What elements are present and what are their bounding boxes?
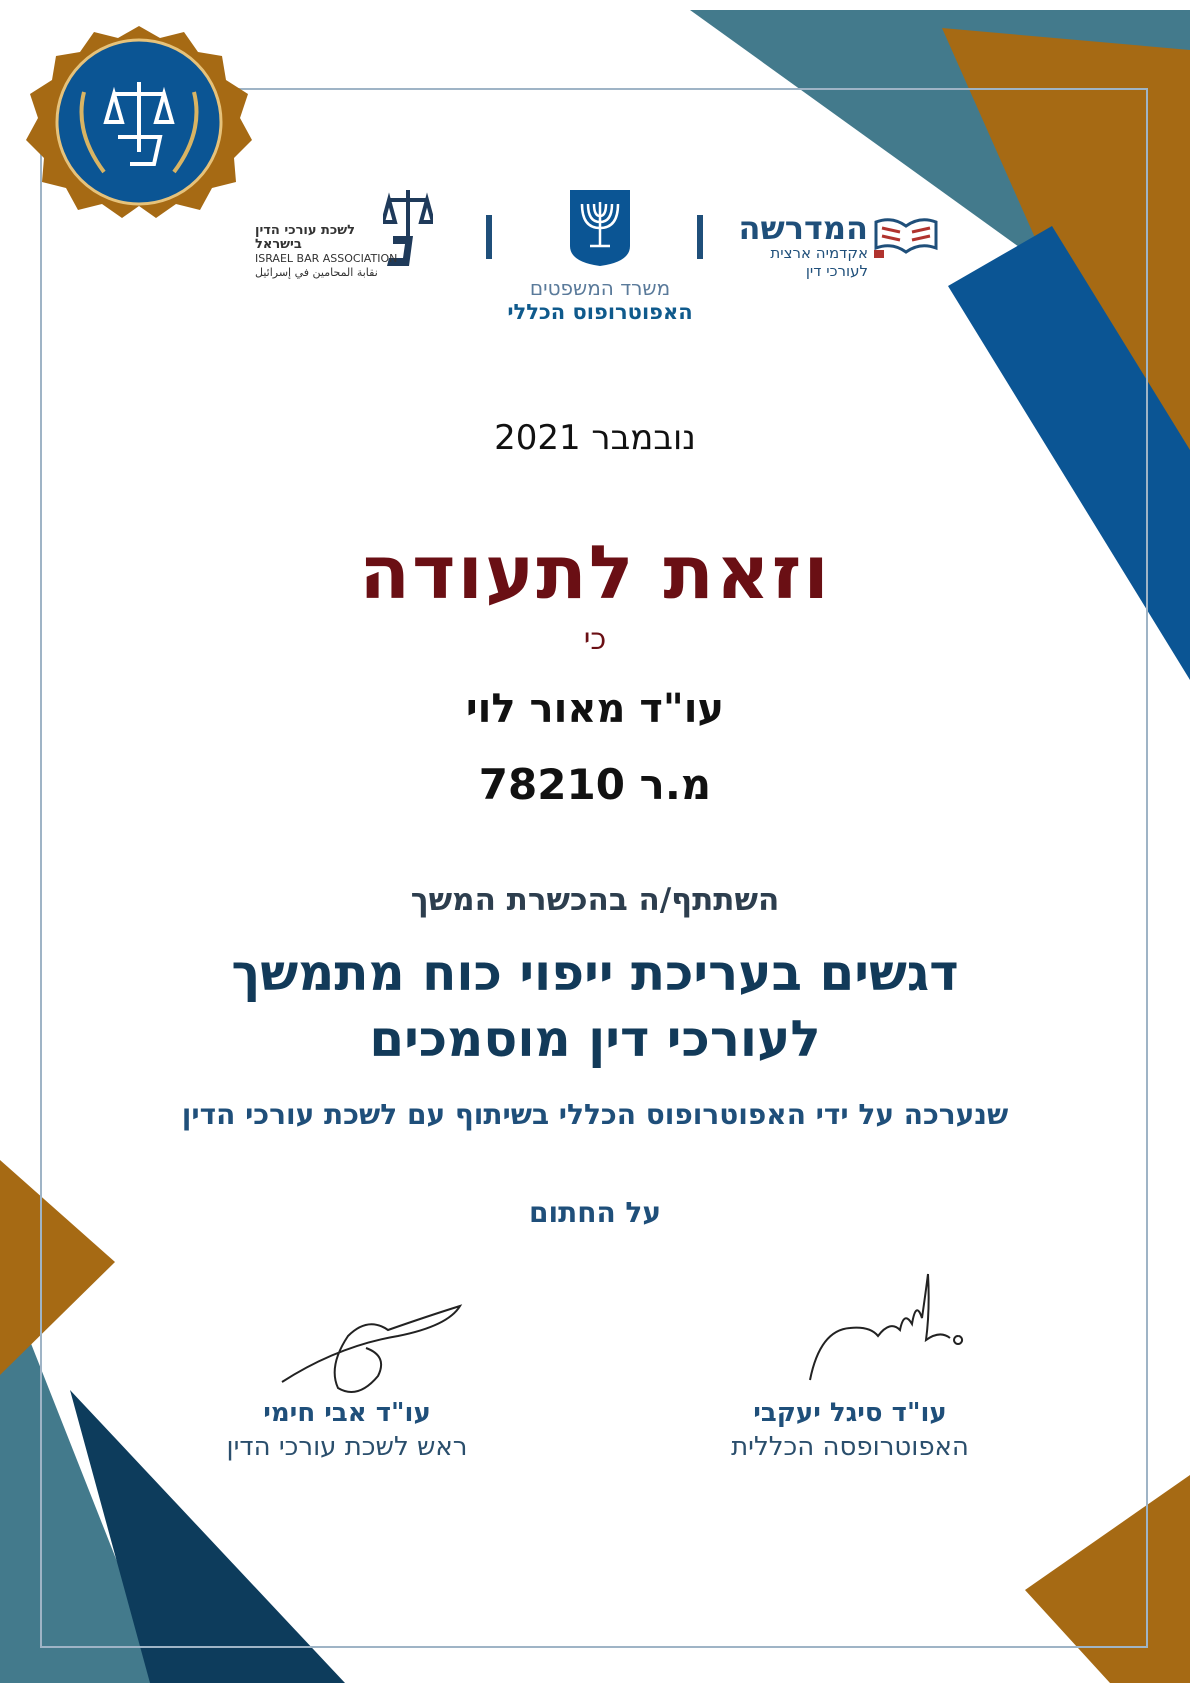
signatory-role: ראש לשכת עורכי הדין xyxy=(226,1432,468,1462)
certificate-ki: כי xyxy=(583,622,607,657)
license-number: מ.ר 78210 xyxy=(478,760,712,809)
open-book-icon xyxy=(874,214,938,258)
signature-sigal-yaakobi xyxy=(800,1270,980,1390)
recipient-name: עו"ד מאור לוי xyxy=(465,686,725,732)
bar-association-hebrew: לשכת עורכי הדין בישראל xyxy=(255,223,356,252)
menorah-emblem-icon xyxy=(566,188,634,268)
signatory-general-custodian xyxy=(700,1398,1000,1462)
certificate-title: וזאת לתעודה xyxy=(359,530,831,616)
signature-avi-himi xyxy=(278,1296,478,1406)
participation-line: השתתף/ה בהכשרת המשך xyxy=(410,882,780,918)
bar-association-english: ISRAEL BAR ASSOCIATION xyxy=(255,252,398,265)
signatory-role: האפוטרופסה הכללית xyxy=(731,1432,969,1462)
course-title-line-2: לעורכי דין מוסמכים xyxy=(369,1010,821,1068)
general-custodian-name: האפוטרופוס הכללי xyxy=(507,300,693,324)
signed-heading: על החתום xyxy=(528,1196,662,1229)
signatory-name: עו"ד אבי חימי xyxy=(263,1398,431,1428)
bar-association-arabic: نقابة المحامين في إسرائيل xyxy=(255,266,378,279)
ministry-name: משרד המשפטים xyxy=(529,276,671,300)
midrasha-logo xyxy=(738,209,938,280)
logo-separator-right xyxy=(697,215,703,259)
midrasha-subtitle: אקדמיה ארצית לעורכי דין xyxy=(770,244,868,280)
course-title xyxy=(0,940,1190,1072)
bar-association-logo xyxy=(255,186,455,279)
scales-of-justice-seal-icon xyxy=(14,22,264,218)
organized-by-line: שנערכה על ידי האפוטרופוס הכללי בשיתוף עם לשכת עורכי הדין xyxy=(181,1098,1009,1131)
signatory-name: עו"ד סיגל יעקבי xyxy=(753,1398,947,1428)
bar-association-text xyxy=(255,224,405,280)
midrasha-title: המדרשה xyxy=(738,209,868,247)
certificate-date: נובמבר 2021 xyxy=(494,418,696,458)
signatory-bar-head xyxy=(197,1398,497,1462)
course-title-line-1: דגשים בעריכת ייפוי כוח מתמשך xyxy=(231,944,959,1002)
